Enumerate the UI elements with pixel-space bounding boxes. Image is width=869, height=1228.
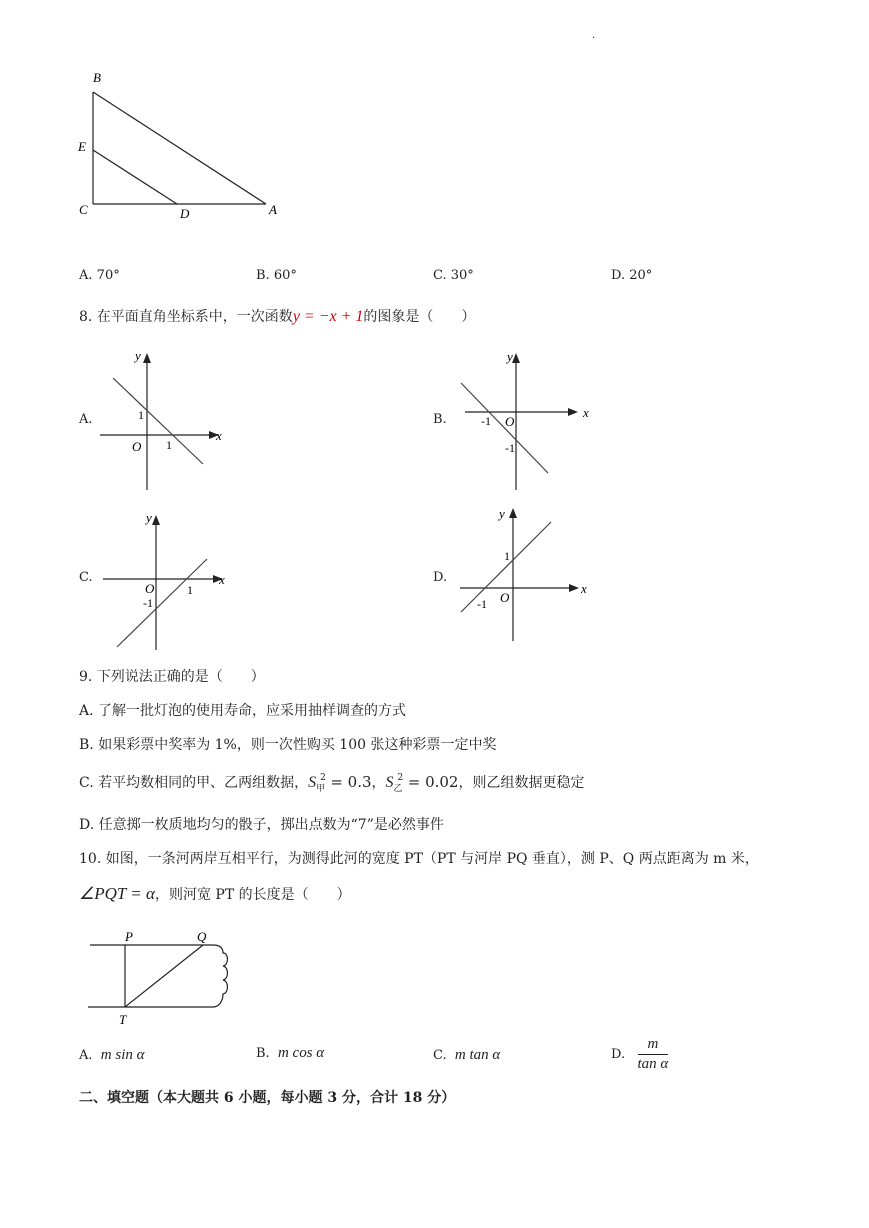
river-figure xyxy=(85,925,245,1030)
svg-text:x: x xyxy=(216,428,222,443)
q10-option-d[interactable]: D. $\frac{m}{\text{tan α}}$ xyxy=(611,1036,669,1072)
graph-d xyxy=(455,500,605,650)
label-B: B xyxy=(93,70,101,85)
q10-angle: ∠PQT = α xyxy=(79,884,155,903)
svg-text:x: x xyxy=(581,581,587,596)
label-C: C xyxy=(79,202,88,217)
q8-option-c[interactable]: C. xyxy=(79,570,93,585)
svg-text:y: y xyxy=(146,510,152,525)
triangle-figure xyxy=(72,62,292,232)
svg-text:Q: Q xyxy=(197,929,207,944)
section-2-title: 二、填空题（本大题共 6 小题，每小题 3 分，合计 18 分） xyxy=(79,1090,456,1106)
q8-option-d[interactable]: D. xyxy=(433,570,448,585)
q9-option-c[interactable]: C. 若平均数相同的甲、乙两组数据，$S_甲^2 = 0.3$，$S_乙^2 = 0.02$，则乙组数据更稳定 xyxy=(79,773,585,794)
svg-text:x: x xyxy=(219,572,225,587)
label-A: A xyxy=(269,202,277,217)
svg-text:P: P xyxy=(125,929,133,944)
graph-b xyxy=(455,345,595,495)
q7-option-c[interactable]: C. 30° xyxy=(433,268,474,283)
svg-text:1: 1 xyxy=(187,583,193,597)
svg-text:-1: -1 xyxy=(505,441,515,455)
q7-option-a[interactable]: A. 70° xyxy=(79,268,120,283)
svg-text:y: y xyxy=(135,348,141,363)
q10-stem-line1: 10. 如图，一条河两岸互相平行，为测得此河的宽度 PT（PT 与河岸 PQ 垂直），测 P、Q 两点距离为 m 米， xyxy=(79,851,759,867)
label-D: D xyxy=(180,206,190,221)
q9-option-a[interactable]: A. 了解一批灯泡的使用寿命，应采用抽样调查的方式 xyxy=(79,703,407,719)
q8-option-a[interactable]: A. xyxy=(79,412,93,427)
q9-option-d[interactable]: D. 任意掷一枚质地均匀的骰子，掷出点数为“7”是必然事件 xyxy=(79,817,444,833)
svg-text:O: O xyxy=(145,581,155,596)
svg-text:x: x xyxy=(583,405,589,420)
q8-stem: 8. 在平面直角坐标系中，一次函数y = −x + 1的图象是（ ） xyxy=(79,308,476,325)
q10-option-b[interactable]: B. m cos α xyxy=(256,1045,325,1061)
q10-option-a[interactable]: A. m sin α xyxy=(79,1047,145,1063)
q10-stem-line2: ∠PQT = α，则河宽 PT 的长度是（ ） xyxy=(79,884,351,903)
label-E: E xyxy=(78,139,86,154)
q8-formula: y = −x + 1 xyxy=(292,308,364,325)
svg-text:O: O xyxy=(505,414,515,429)
svg-text:O: O xyxy=(132,439,142,454)
svg-text:-1: -1 xyxy=(481,414,491,428)
svg-text:-1: -1 xyxy=(143,596,153,610)
page-mark: . xyxy=(592,30,596,41)
q7-option-b[interactable]: B. 60° xyxy=(256,268,297,283)
svg-text:y: y xyxy=(499,506,505,521)
svg-text:-1: -1 xyxy=(477,597,487,611)
svg-text:O: O xyxy=(500,590,510,605)
svg-text:1: 1 xyxy=(166,438,172,452)
svg-text:T: T xyxy=(119,1012,127,1027)
q10-option-c[interactable]: C. m tan α xyxy=(433,1047,501,1063)
svg-text:y: y xyxy=(507,349,513,364)
graph-c xyxy=(95,505,235,655)
svg-text:1: 1 xyxy=(504,549,510,563)
q9-stem: 9. 下列说法正确的是（ ） xyxy=(79,669,265,685)
q9-option-b[interactable]: B. 如果彩票中奖率为 1%，则一次性购买 100 张这种彩票一定中奖 xyxy=(79,737,497,753)
q7-option-d[interactable]: D. 20° xyxy=(611,268,653,283)
graph-a xyxy=(95,345,235,495)
svg-text:1: 1 xyxy=(138,408,144,422)
q8-option-b[interactable]: B. xyxy=(433,412,447,427)
